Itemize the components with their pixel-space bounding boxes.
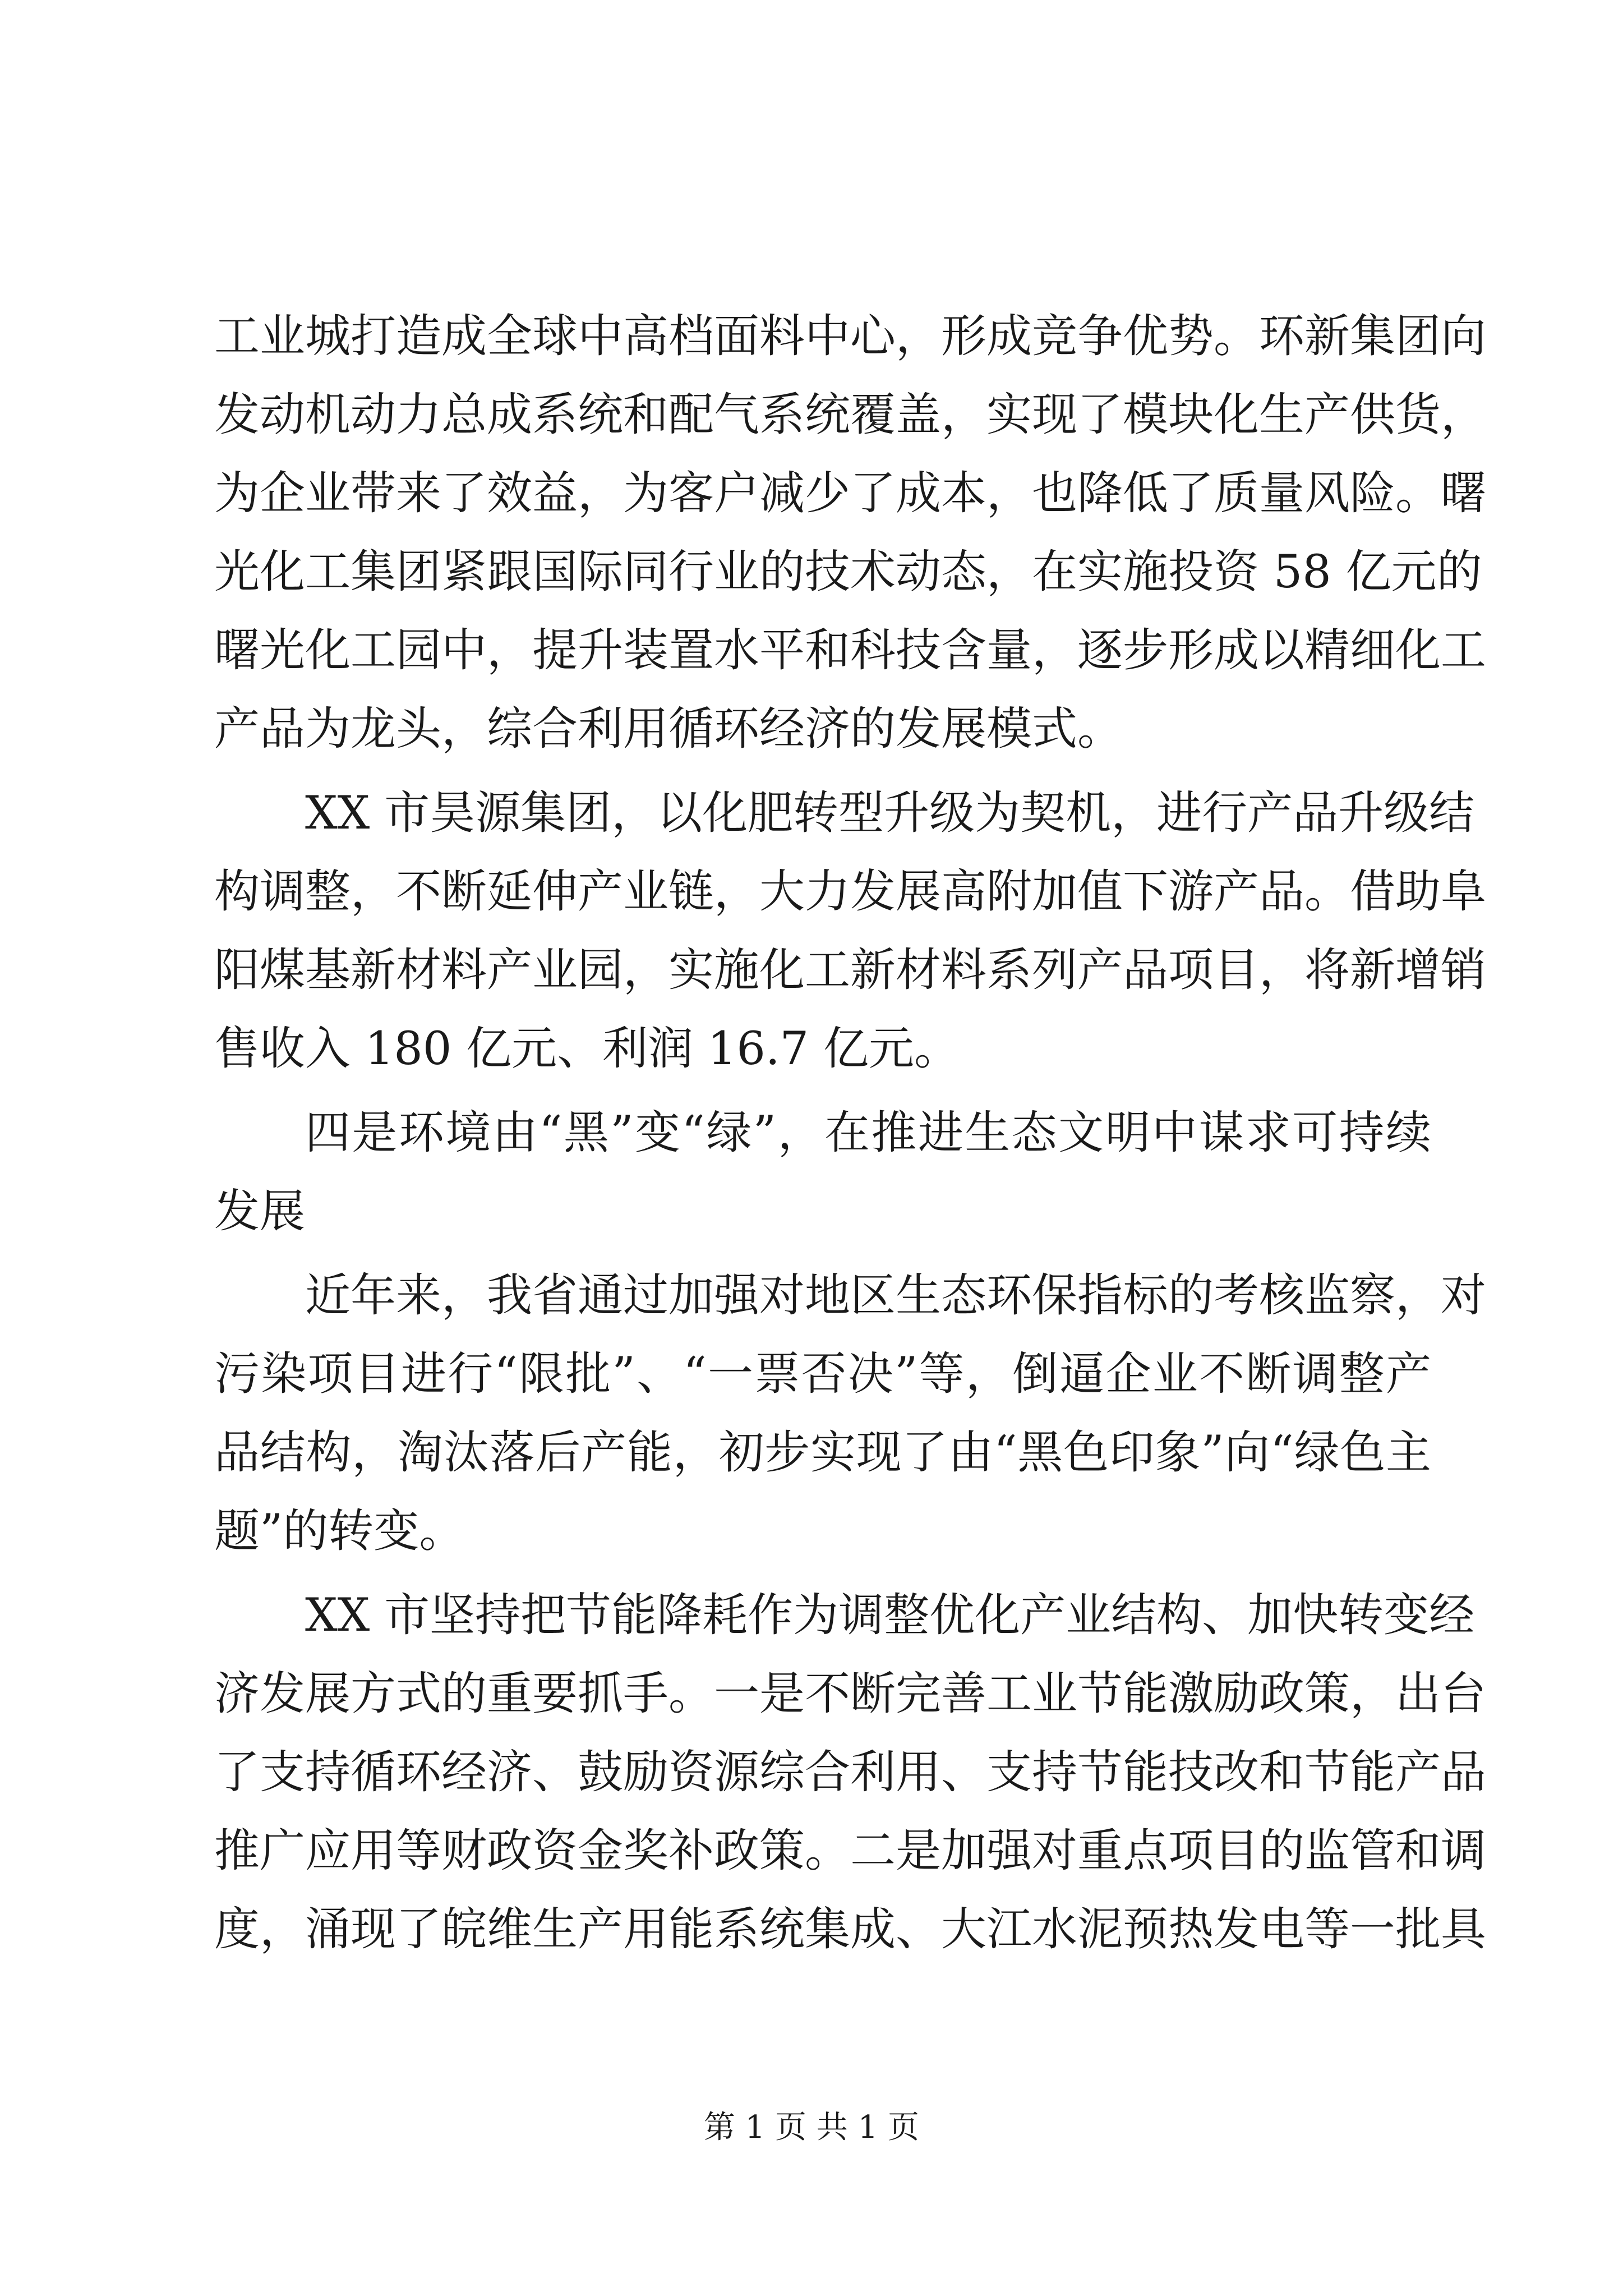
section-heading-line: 四是环境由“黑”变“绿”，在推进生态文明中谋求可持续 — [305, 1107, 1431, 1159]
text-line: 售收入 180 亿元、利润 16.7 亿元。 — [214, 1023, 960, 1075]
text-line: 题”的转变。 — [214, 1505, 465, 1558]
text-line: 了支持循环经济、鼓励资源综合利用、支持节能技改和节能产品 — [214, 1746, 1487, 1799]
text-line: 产品为龙头，综合利用循环经济的发展模式。 — [214, 703, 1123, 756]
text-line: 发动机动力总成系统和配气系统覆盖，实现了模块化生产供货， — [214, 389, 1487, 441]
text-line: 污染项目进行“限批”、“一票否决”等，倒逼企业不断调整产 — [214, 1348, 1431, 1401]
section-heading-line: 发展 — [214, 1185, 306, 1238]
text-line: XX 市昊源集团，以化肥转型升级为契机，进行产品升级结 — [305, 787, 1475, 840]
text-line: 为企业带来了效益，为客户减少了成本，也降低了质量风险。曙 — [214, 467, 1487, 520]
text-line: 推广应用等财政资金奖补政策。二是加强对重点项目的监管和调 — [214, 1825, 1487, 1878]
page-footer: 第 1 页 共 1 页 — [703, 2109, 920, 2146]
text-line: 济发展方式的重要抓手。一是不断完善工业节能激励政策，出台 — [214, 1668, 1487, 1720]
text-line: 曙光化工园中，提升装置水平和科技含量，逐步形成以精细化工 — [214, 624, 1487, 677]
text-line: XX 市坚持把节能降耗作为调整优化产业结构、加快转变经 — [305, 1589, 1475, 1642]
text-line: 光化工集团紧跟国际同行业的技术动态，在实施投资 58 亿元的 — [214, 546, 1482, 599]
text-line: 度，涌现了皖维生产用能系统集成、大江水泥预热发电等一批具 — [214, 1903, 1487, 1956]
text-line: 构调整，不断延伸产业链，大力发展高附加值下游产品。借助阜 — [214, 866, 1487, 918]
text-line: 近年来，我省通过加强对地区生态环保指标的考核监察，对 — [305, 1269, 1487, 1322]
text-line: 品结构，淘汰落后产能，初步实现了由“黑色印象”向“绿色主 — [214, 1427, 1431, 1479]
text-line: 阳煤基新材料产业园，实施化工新材料系列产品项目，将新增销 — [214, 944, 1487, 997]
text-line: 工业城打造成全球中高档面料中心，形成竞争优势。环新集团向 — [214, 310, 1487, 363]
